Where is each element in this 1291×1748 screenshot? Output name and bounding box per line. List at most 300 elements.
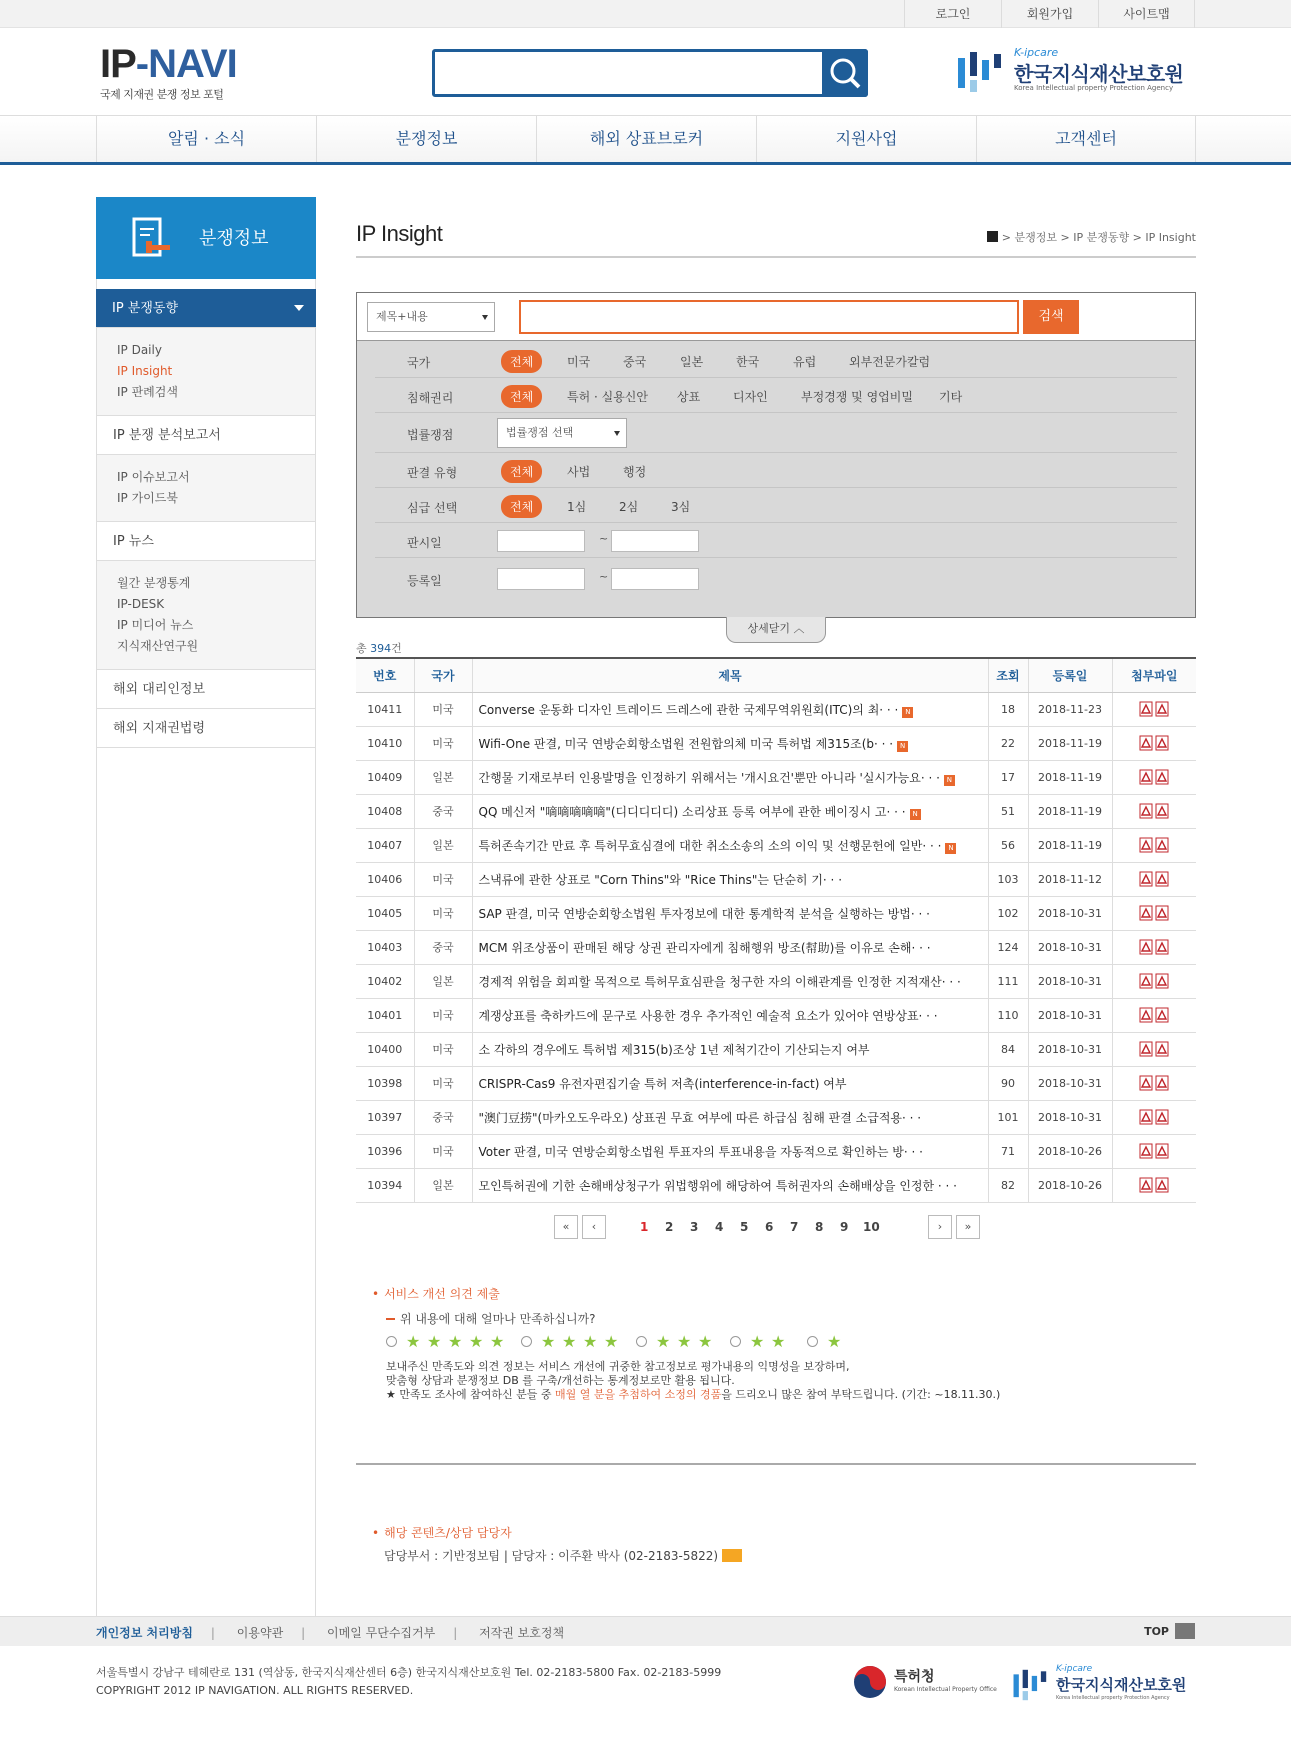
global-search-input[interactable] — [441, 57, 811, 89]
row-title[interactable]: 경제적 위험을 회피할 목적으로 특허무효심판을 청구한 자의 이해관계를 인정한 지적재산· · · — [478, 974, 961, 989]
filter-row-legal — [375, 413, 1177, 453]
row-title-cell[interactable] — [472, 1168, 988, 1202]
filter-label: 판시일 — [407, 536, 442, 550]
page-number[interactable]: 10 — [863, 1220, 880, 1234]
row-attachments — [1112, 726, 1196, 760]
pdf-icon[interactable] — [1139, 905, 1153, 921]
star-icon: ★ — [427, 1332, 442, 1351]
side-sub-research-institute[interactable]: 지식재산연구원 — [117, 639, 199, 653]
pagination — [356, 1215, 1196, 1239]
survey-question-text: 위 내용에 대해 얼마나 만족하십니까? — [400, 1312, 596, 1326]
row-attachments — [1112, 1168, 1196, 1202]
side-submenu-report — [97, 455, 315, 522]
star-icon: ★ — [771, 1332, 786, 1351]
row-number: 10406 — [356, 862, 414, 896]
page-number[interactable]: 2 — [665, 1220, 674, 1234]
pdf-icon[interactable] — [1155, 803, 1169, 819]
title-divider — [356, 256, 1196, 258]
logo-subtitle: 국제 지재권 분쟁 정보 포털 — [100, 88, 224, 101]
row-views: 51 — [988, 794, 1028, 828]
section-divider — [356, 1463, 1196, 1465]
table-row[interactable] — [356, 794, 1196, 828]
join-link[interactable]: 회원가입 — [1001, 0, 1098, 28]
row-title[interactable]: CRISPR-Cas9 유전자편집기술 특허 저촉(interference-in-fact) 여부 — [478, 1076, 847, 1091]
row-number: 10402 — [356, 964, 414, 998]
table-row[interactable] — [356, 998, 1196, 1032]
row-number: 10405 — [356, 896, 414, 930]
gnb-news[interactable]: 알림 · 소식 — [96, 116, 316, 162]
filter-option[interactable]: 외부전문가칼럼 — [849, 355, 931, 369]
table-row[interactable] — [356, 1168, 1196, 1202]
search-filter — [356, 292, 1196, 618]
row-number: 10410 — [356, 726, 414, 760]
judge-date-to[interactable] — [611, 530, 699, 552]
pdf-icon[interactable] — [1139, 837, 1153, 853]
row-views: 111 — [988, 964, 1028, 998]
contact-text: 담당부서 : 기반정보팀 | 담당자 : 이주환 박사 (02-2183-5822) — [384, 1549, 719, 1563]
row-title[interactable]: SAP 판결, 미국 연방순회항소법원 투자정보에 대한 통계학적 분석을 실행하는 방법· · · — [478, 906, 930, 921]
row-title[interactable]: Converse 운동화 디자인 트레이드 드레스에 관한 국제무역위원회(ITC)의 최· · · — [478, 702, 899, 717]
gnb-support[interactable]: 지원사업 — [756, 116, 976, 162]
breadcrumb-item[interactable]: IP 분쟁동향 — [1073, 231, 1130, 244]
page-number[interactable]: 7 — [790, 1220, 799, 1234]
pdf-icon[interactable] — [1139, 1075, 1153, 1091]
row-title[interactable]: "澳门豆捞"(마카오도우라오) 상표권 무효 여부에 따른 하급심 침해 판결 소급적용· · · — [478, 1110, 922, 1125]
filter-label: 등록일 — [407, 574, 442, 588]
home-icon[interactable] — [987, 231, 998, 242]
row-views: 103 — [988, 862, 1028, 896]
agency-name: 한국지식재산보호원 — [1056, 1676, 1187, 1694]
row-country: 중국 — [414, 1100, 472, 1134]
side-navigation-title — [96, 197, 316, 279]
row-title-cell[interactable] — [472, 896, 988, 930]
row-title-cell[interactable] — [472, 726, 988, 760]
pdf-icon[interactable] — [1139, 939, 1153, 955]
privacy-policy-link[interactable]: 개인정보 처리방침 — [96, 1626, 193, 1640]
side-sub-issue-report[interactable]: IP 이슈보고서 — [117, 470, 190, 484]
terms-link[interactable]: 이용약관 — [236, 1626, 284, 1640]
login-link[interactable]: 로그인 — [904, 0, 1001, 28]
pdf-icon[interactable] — [1155, 837, 1169, 853]
row-views: 124 — [988, 930, 1028, 964]
agency-name: 한국지식재산보호원 — [1014, 62, 1184, 86]
row-views: 56 — [988, 828, 1028, 862]
filter-option[interactable]: 상표 — [677, 390, 701, 404]
address-text: 서울특별시 강남구 테헤란로 131 (역삼동, 한국지식재산센터 6층) 한국지식재산보호원 Tel. 02-2183-5800 Fax. 02-2183-5999 — [96, 1666, 722, 1679]
side-navigation-title-text: 분쟁정보 — [199, 228, 269, 249]
star-icon: ★ — [490, 1332, 505, 1351]
filter-option[interactable]: 기타 — [939, 390, 963, 404]
row-views: 84 — [988, 1032, 1028, 1066]
row-country: 미국 — [414, 1066, 472, 1100]
top-label: TOP — [1144, 1625, 1169, 1638]
side-sub-guidebook[interactable]: IP 가이드북 — [117, 491, 178, 505]
main-navigation — [0, 115, 1291, 165]
row-date: 2018-11-19 — [1028, 794, 1112, 828]
filter-label: 국가 — [407, 356, 431, 370]
row-country: 미국 — [414, 862, 472, 896]
column-header: 제목 — [472, 658, 988, 692]
pdf-icon[interactable] — [1139, 871, 1153, 887]
filter-label: 침해권리 — [407, 391, 454, 405]
row-date: 2018-10-26 — [1028, 1134, 1112, 1168]
email-refusal-link[interactable]: 이메일 무단수집거부 — [327, 1626, 436, 1640]
top-button[interactable] — [1144, 1623, 1195, 1639]
row-country: 일본 — [414, 760, 472, 794]
row-country: 미국 — [414, 726, 472, 760]
survey-desc-text: ★ 만족도 조사에 참여하신 분들 중 — [386, 1388, 555, 1401]
footer-links — [96, 1624, 582, 1641]
star-icon: ★ — [448, 1332, 463, 1351]
pdf-icon[interactable] — [1155, 1143, 1169, 1159]
table-row[interactable] — [356, 964, 1196, 998]
search-filter-top — [357, 293, 1195, 341]
rating-radio[interactable] — [807, 1336, 818, 1347]
row-date: 2018-10-31 — [1028, 896, 1112, 930]
new-badge-icon: N — [902, 707, 913, 718]
satisfaction-survey — [372, 1285, 1172, 1402]
insight-table — [356, 657, 1196, 1203]
survey-desc-highlight: 매월 열 분을 추첨하여 소정의 경품 — [554, 1388, 722, 1401]
filter-option[interactable]: 미국 — [567, 355, 591, 369]
side-menu-ip-news[interactable]: IP 뉴스 — [97, 522, 315, 561]
table-row[interactable] — [356, 760, 1196, 794]
star-icon: ★ — [604, 1332, 619, 1351]
row-title-cell[interactable] — [472, 862, 988, 896]
caret-down-icon — [294, 305, 304, 311]
pdf-icon[interactable] — [1139, 1007, 1153, 1023]
row-title[interactable]: 간행물 기재로부터 인용발명을 인정하기 위해서는 '개시요건'뿐만 아니라 '실시가능요· · · — [478, 770, 940, 785]
table-row[interactable] — [356, 862, 1196, 896]
row-date: 2018-10-31 — [1028, 1066, 1112, 1100]
first-page-button[interactable]: « — [554, 1215, 578, 1239]
table-row[interactable] — [356, 1066, 1196, 1100]
rating-options — [386, 1333, 1172, 1353]
global-search-button[interactable] — [822, 49, 868, 97]
row-date: 2018-10-26 — [1028, 1168, 1112, 1202]
footer-links-bar — [0, 1616, 1291, 1646]
column-header: 조회 — [988, 658, 1028, 692]
pdf-icon[interactable] — [1155, 905, 1169, 921]
logo-wordmark — [100, 44, 237, 84]
row-views: 110 — [988, 998, 1028, 1032]
agency-kipcare: K-ipcare — [1056, 1664, 1093, 1674]
filter-collapse-button[interactable] — [726, 617, 826, 643]
table-row[interactable] — [356, 692, 1196, 726]
star-icon: ★ — [750, 1332, 765, 1351]
side-sub-ip-desk[interactable]: IP-DESK — [117, 597, 165, 611]
row-title-cell[interactable] — [472, 964, 988, 998]
copyright-policy-link[interactable]: 저작권 보호정책 — [479, 1626, 565, 1640]
pdf-icon[interactable] — [1139, 803, 1153, 819]
pdf-icon[interactable] — [1155, 1075, 1169, 1091]
row-title[interactable]: 계쟁상표를 축하카드에 문구로 사용한 경우 추가적인 예술적 요소가 있어야 연방상표· · · — [478, 1008, 938, 1023]
contact-title: • 해당 콘텐츠/상담 담당자 — [372, 1524, 742, 1541]
filter-option[interactable]: 행정 — [623, 465, 647, 479]
agency-english-name: Korea Intellectual property Protection Agency — [1014, 84, 1174, 92]
side-sub-media-news[interactable]: IP 미디어 뉴스 — [117, 618, 194, 632]
agency-bars-icon — [1012, 1668, 1050, 1702]
row-number: 10409 — [356, 760, 414, 794]
next-page-button[interactable]: › — [928, 1215, 952, 1239]
contact-line — [384, 1547, 742, 1564]
pdf-icon[interactable] — [1155, 1007, 1169, 1023]
rating-radio[interactable] — [386, 1336, 397, 1347]
row-country: 미국 — [414, 692, 472, 726]
row-title-cell[interactable] — [472, 760, 988, 794]
row-views: 102 — [988, 896, 1028, 930]
column-header: 국가 — [414, 658, 472, 692]
footer-address — [96, 1664, 721, 1700]
page-number[interactable]: 3 — [690, 1220, 699, 1234]
row-date: 2018-10-31 — [1028, 1100, 1112, 1134]
row-title-cell[interactable] — [472, 998, 988, 1032]
header — [0, 28, 1291, 116]
pdf-icon[interactable] — [1139, 1041, 1153, 1057]
filter-label: 심급 선택 — [407, 501, 458, 515]
row-title[interactable]: Wifi-One 판결, 미국 연방순회항소법원 전원합의체 미국 특허법 제315조(b· · · — [478, 736, 894, 751]
rating-radio[interactable] — [521, 1336, 532, 1347]
page-number[interactable]: 5 — [740, 1220, 749, 1234]
side-sub-monthly-stats[interactable]: 월간 분쟁통계 — [117, 576, 191, 590]
row-title-cell[interactable] — [472, 1100, 988, 1134]
row-title[interactable]: QQ 메신저 "嘀嘀嘀嘀嘀"(디디디디디) 소리상표 등록 여부에 관한 베이징시 고· · · — [478, 804, 906, 819]
ip-navi-logo[interactable] — [100, 44, 237, 102]
agency-english-name: Korea Intellectual property Protection Agency — [1056, 1695, 1170, 1701]
agency-logo[interactable] — [956, 46, 1196, 96]
pdf-icon[interactable] — [1155, 701, 1169, 717]
star-icon: ★ — [541, 1332, 556, 1351]
table-row[interactable] — [356, 1032, 1196, 1066]
reg-date-to[interactable] — [611, 568, 699, 590]
keyword-input[interactable] — [519, 300, 1019, 334]
mail-icon[interactable] — [722, 1549, 742, 1562]
row-title-cell[interactable] — [472, 1134, 988, 1168]
row-number: 10403 — [356, 930, 414, 964]
page-number[interactable]: 6 — [765, 1220, 774, 1234]
search-scope-select[interactable] — [367, 302, 495, 332]
page-number[interactable]: 1 — [640, 1220, 649, 1234]
filter-option[interactable]: 한국 — [736, 355, 760, 369]
filter-row-right — [375, 378, 1177, 413]
survey-question — [386, 1310, 1172, 1327]
row-views: 18 — [988, 692, 1028, 726]
pdf-icon[interactable] — [1155, 1177, 1169, 1193]
table-row[interactable] — [356, 1100, 1196, 1134]
kipo-english-name: Korean Intellectual Property Office — [894, 1686, 997, 1693]
filter-row-reg-date — [375, 561, 1177, 596]
row-attachments — [1112, 862, 1196, 896]
legal-issue-value: 법률쟁점 선택 — [506, 426, 574, 439]
pdf-icon[interactable] — [1155, 769, 1169, 785]
filter-option[interactable]: 1심 — [567, 500, 587, 514]
row-title-cell[interactable] — [472, 692, 988, 726]
column-header: 번호 — [356, 658, 414, 692]
star-icon: ★ — [677, 1332, 692, 1351]
row-title-cell[interactable] — [472, 828, 988, 862]
row-date: 2018-11-19 — [1028, 726, 1112, 760]
side-sub-ip-insight[interactable]: IP Insight — [117, 364, 173, 378]
row-title[interactable]: 스낵류에 관한 상표로 "Corn Thins"와 "Rice Thins"는 단순히 기· · · — [478, 872, 843, 887]
row-title[interactable]: MCM 위조상품이 판매된 해당 상권 관리자에게 침해행위 방조(幇助)를 이유로 손해· · · — [478, 940, 931, 955]
copyright-text: COPYRIGHT 2012 IP NAVIGATION. ALL RIGHTS RESERVED. — [96, 1684, 414, 1697]
row-title-cell[interactable] — [472, 930, 988, 964]
row-number: 10407 — [356, 828, 414, 862]
row-title-cell[interactable] — [472, 794, 988, 828]
pdf-icon[interactable] — [1139, 1177, 1153, 1193]
reg-date-from[interactable] — [497, 568, 585, 590]
row-attachments — [1112, 692, 1196, 726]
gnb-dispute-info[interactable]: 분쟁정보 — [316, 116, 536, 162]
table-row[interactable] — [356, 1134, 1196, 1168]
row-number: 10396 — [356, 1134, 414, 1168]
row-title-cell[interactable] — [472, 1032, 988, 1066]
sitemap-link[interactable]: 사이트맵 — [1098, 0, 1195, 28]
side-menu-agents[interactable]: 해외 대리인정보 — [97, 670, 315, 709]
legal-issue-select[interactable] — [497, 418, 627, 448]
search-scope-value: 제목+내용 — [376, 310, 428, 323]
filter-option[interactable]: 유럽 — [793, 355, 817, 369]
row-attachments — [1112, 1066, 1196, 1100]
star-icon: ★ — [698, 1332, 713, 1351]
row-number: 10400 — [356, 1032, 414, 1066]
survey-desc-line: 맞춤형 상담과 분쟁정보 DB 를 구축/개선하는 통계정보로만 활용 됩니다. — [386, 1374, 735, 1387]
row-country: 미국 — [414, 1134, 472, 1168]
pdf-icon[interactable] — [1139, 735, 1153, 751]
pdf-icon[interactable] — [1155, 1041, 1169, 1057]
row-attachments — [1112, 828, 1196, 862]
row-country: 미국 — [414, 1032, 472, 1066]
row-views: 82 — [988, 1168, 1028, 1202]
filter-option[interactable]: 전체 — [501, 350, 542, 373]
row-number: 10411 — [356, 692, 414, 726]
page-number[interactable]: 8 — [815, 1220, 824, 1234]
survey-desc-line — [386, 1388, 1172, 1402]
date-separator: ~ — [599, 532, 609, 545]
side-menu-laws[interactable]: 해외 지재권법령 — [97, 709, 315, 748]
filter-label: 판결 유형 — [407, 466, 458, 480]
side-sub-case-search[interactable]: IP 판례검색 — [117, 385, 178, 399]
prev-page-button[interactable]: ‹ — [582, 1215, 606, 1239]
agency-kipcare: K-ipcare — [1014, 46, 1059, 59]
new-badge-icon: N — [944, 775, 955, 786]
table-row[interactable] — [356, 930, 1196, 964]
row-country: 미국 — [414, 998, 472, 1032]
page-number[interactable]: 4 — [715, 1220, 724, 1234]
pdf-icon[interactable] — [1139, 973, 1153, 989]
pdf-icon[interactable] — [1155, 939, 1169, 955]
side-submenu-ip-news — [97, 561, 315, 670]
side-menu-ip-trend-label: IP 분쟁동향 — [112, 301, 179, 316]
page-number[interactable]: 9 — [840, 1220, 849, 1234]
filter-option[interactable]: 특허 · 실용신안 — [567, 390, 648, 404]
pdf-icon[interactable] — [1155, 973, 1169, 989]
filter-row-type — [375, 453, 1177, 488]
filter-row-country — [375, 343, 1177, 378]
row-date: 2018-10-31 — [1028, 998, 1112, 1032]
dash-icon — [386, 1318, 395, 1320]
new-badge-icon: N — [910, 809, 921, 820]
row-attachments — [1112, 794, 1196, 828]
row-title[interactable]: Voter 판결, 미국 연방순회항소법원 투표자의 투표내용을 자동적으로 확인하는 방· · · — [478, 1144, 923, 1159]
filter-option[interactable]: 전체 — [501, 460, 542, 483]
side-sub-ip-daily[interactable]: IP Daily — [117, 343, 162, 357]
table-row[interactable] — [356, 726, 1196, 760]
search-button[interactable]: 검색 — [1023, 300, 1079, 334]
star-icon: ★ — [583, 1332, 598, 1351]
gnb-trademark-broker[interactable]: 해외 상표브로커 — [536, 116, 756, 162]
filter-option[interactable]: 디자인 — [733, 390, 768, 404]
table-row[interactable] — [356, 896, 1196, 930]
filter-option[interactable]: 3심 — [671, 500, 691, 514]
star-icon: ★ — [406, 1332, 421, 1351]
chevron-up-icon: ︿ — [793, 622, 805, 635]
filter-option[interactable]: 부정경쟁 및 영업비밀 — [801, 390, 913, 404]
column-header: 첨부파일 — [1112, 658, 1196, 692]
row-number: 10397 — [356, 1100, 414, 1134]
footer-agency-logo[interactable] — [1012, 1666, 1192, 1706]
filter-option[interactable]: 중국 — [623, 355, 647, 369]
side-menu-report[interactable]: IP 분쟁 분석보고서 — [97, 416, 315, 455]
row-country: 일본 — [414, 964, 472, 998]
survey-title: • 서비스 개선 의견 제출 — [372, 1285, 1172, 1302]
arrow-up-icon — [1175, 1623, 1195, 1639]
filter-option[interactable]: 일본 — [680, 355, 704, 369]
table-row[interactable] — [356, 828, 1196, 862]
pdf-icon[interactable] — [1139, 701, 1153, 717]
filter-row-judge-date — [375, 523, 1177, 558]
footer-separator: | — [210, 1626, 215, 1640]
row-views: 101 — [988, 1100, 1028, 1134]
filter-option[interactable]: 2심 — [619, 500, 639, 514]
filter-option[interactable]: 사법 — [567, 465, 591, 479]
pdf-icon[interactable] — [1155, 1109, 1169, 1125]
survey-desc-text: 을 드리오니 많은 참여 부탁드립니다. (기간: ~18.11.30.) — [721, 1388, 1001, 1401]
logo-ip: IP — [100, 42, 136, 86]
row-country: 미국 — [414, 896, 472, 930]
pdf-icon[interactable] — [1139, 1109, 1153, 1125]
filter-label: 법률쟁점 — [407, 428, 454, 442]
row-number: 10398 — [356, 1066, 414, 1100]
pdf-icon[interactable] — [1155, 735, 1169, 751]
document-icon — [130, 215, 174, 261]
rating-radio[interactable] — [730, 1336, 741, 1347]
judge-date-from[interactable] — [497, 530, 585, 552]
kipo-logo[interactable] — [852, 1662, 1002, 1706]
filter-option[interactable]: 전체 — [501, 385, 542, 408]
row-date: 2018-10-31 — [1028, 930, 1112, 964]
rating-radio[interactable] — [636, 1336, 647, 1347]
breadcrumb-item[interactable]: 분쟁정보 — [1014, 231, 1058, 244]
last-page-button[interactable]: » — [956, 1215, 980, 1239]
star-icon: ★ — [656, 1332, 671, 1351]
filter-row-level — [375, 488, 1177, 523]
side-menu-ip-trend[interactable] — [96, 289, 316, 328]
pdf-icon[interactable] — [1155, 871, 1169, 887]
gnb-customer-center[interactable]: 고객센터 — [976, 116, 1196, 162]
row-title[interactable]: 소 각하의 경우에도 특허법 제315(b)조상 1년 제척기간이 기산되는지 여부 — [478, 1042, 870, 1057]
filter-option[interactable]: 전체 — [501, 495, 542, 518]
logo-navi-text: NAVI — [148, 42, 237, 86]
pdf-icon[interactable] — [1139, 769, 1153, 785]
kipo-emblem-icon — [852, 1664, 888, 1700]
row-title-cell[interactable] — [472, 1066, 988, 1100]
row-title[interactable]: 특허존속기간 만료 후 특허무효심결에 대한 취소소송의 소의 이익 및 선행문헌에 일반· · · — [478, 838, 942, 853]
pdf-icon[interactable] — [1139, 1143, 1153, 1159]
kipo-name: 특허청 — [894, 1669, 935, 1685]
survey-desc-line: 보내주신 만족도와 의견 정보는 서비스 개선에 귀중한 참고정보로 평가내용의 익명성을 보장하며, — [386, 1360, 850, 1373]
row-title[interactable]: 모인특허권에 기한 손해배상청구가 위법행위에 해당하여 특허권자의 손해배상을 인정한 · · · — [478, 1178, 957, 1193]
